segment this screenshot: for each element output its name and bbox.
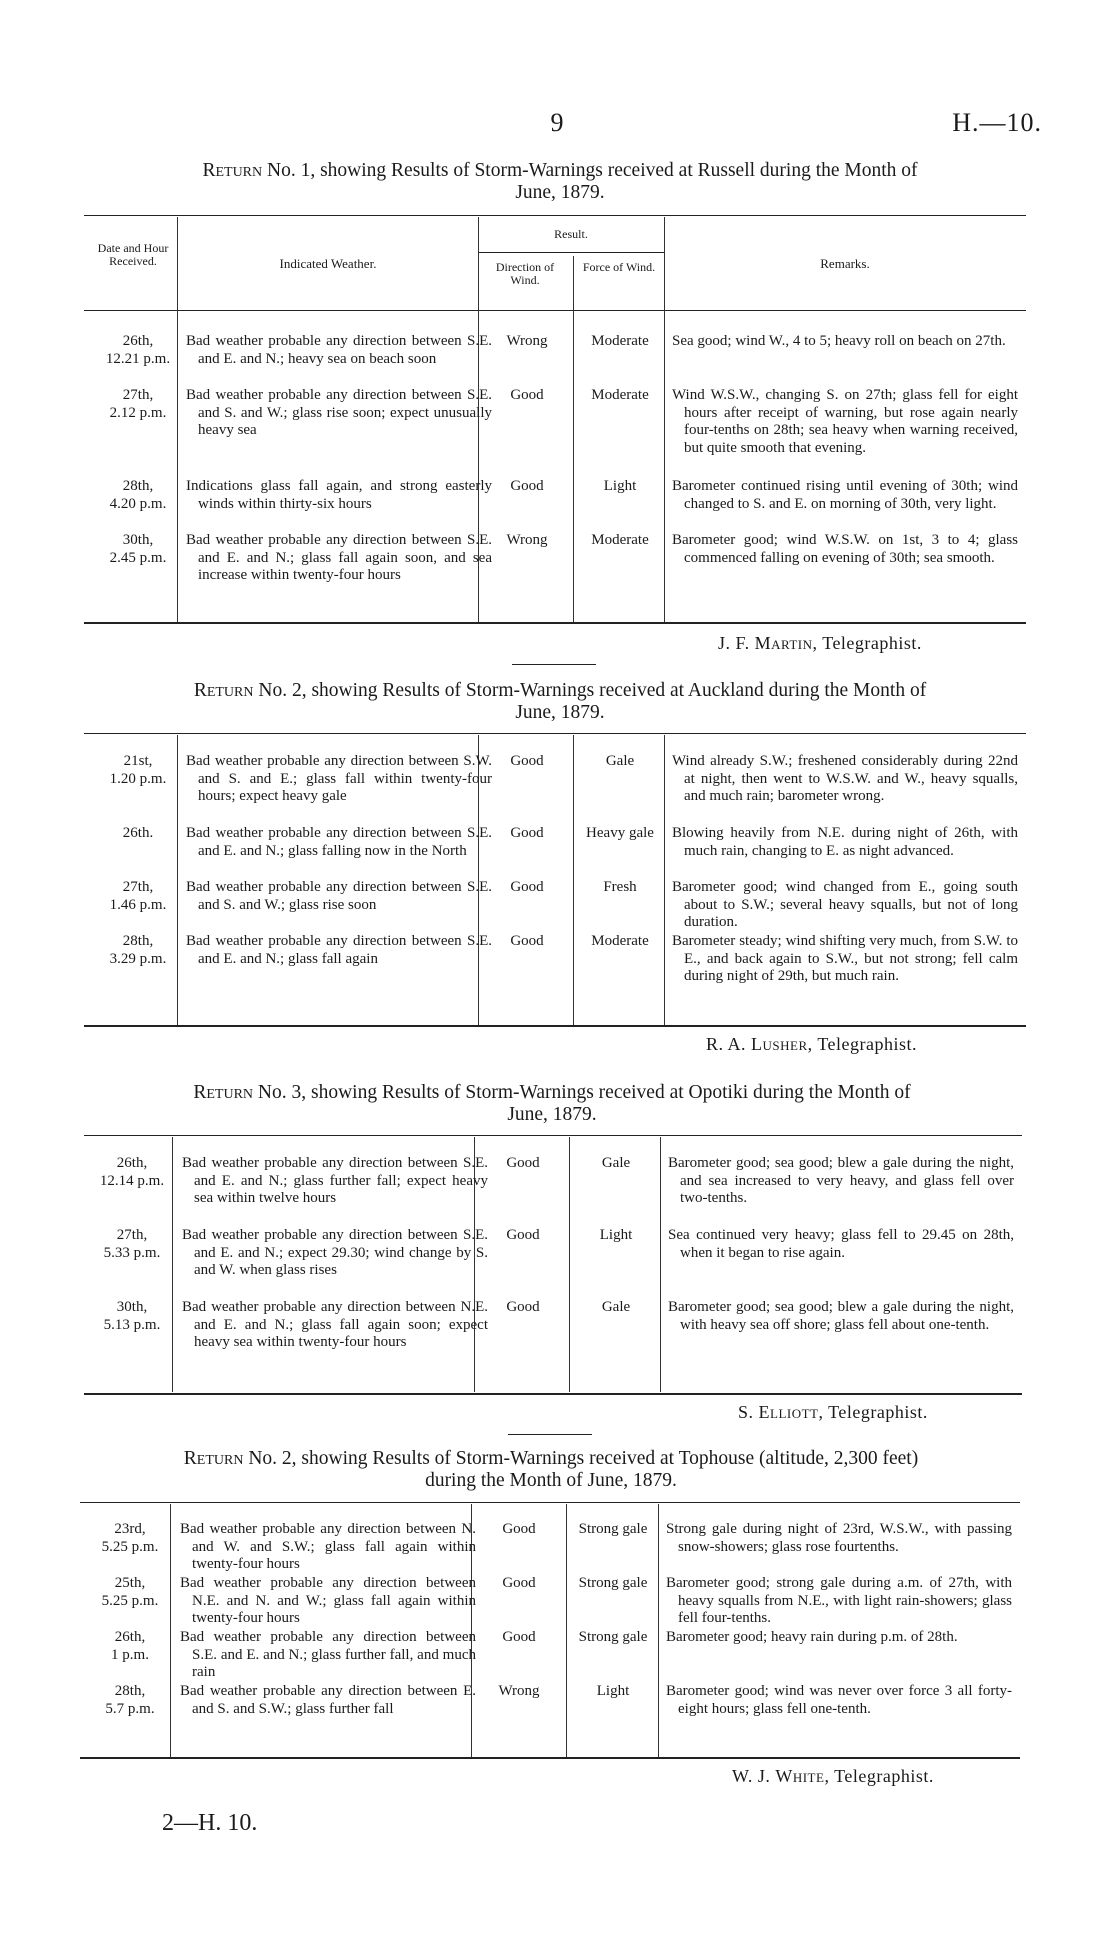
return-2-top-rule <box>84 733 1026 734</box>
header-remarks: Remarks. <box>820 256 870 271</box>
section-divider <box>508 1434 592 1435</box>
return-4-row-2-indicated: Bad weather probable any direction between N.E. and N. and W.; glass fall again within twenty-four hours <box>180 1575 476 1626</box>
return-1-col-rule <box>664 217 665 622</box>
header-indicated-weather: Indicated Weather. <box>279 256 377 271</box>
footer-code: 2—H. 10. <box>162 1810 258 1836</box>
return-3-col-rule <box>569 1137 570 1392</box>
return-1-row-2-indicated: Bad weather probable any direction between S.E. and S. and W.; glass rise soon; expect unusually heavy sea <box>186 387 492 438</box>
return-1-row-3-force: Light <box>603 478 637 494</box>
return-1-row-4-force: Moderate <box>591 532 649 548</box>
return-2-row-3-direction: Good <box>510 879 544 895</box>
header-direction: Direction of Wind. <box>495 260 555 287</box>
return-1-row-3-date: 28th, 4.20 p.m. <box>109 478 167 512</box>
return-1-title-lead: Return <box>202 160 263 181</box>
return-2-row-2-date: 26th. <box>122 825 154 841</box>
return-4-row-1-indicated: Bad weather probable any direction between N. and W. and S.W.; glass fall again within twenty-four hours <box>180 1521 476 1572</box>
return-1-row-2-date: 27th, 2.12 p.m. <box>109 387 167 421</box>
return-1-row-4-indicated: Bad weather probable any direction between S.E. and E. and N.; glass fall again soon, and sea increase within twenty-four hours <box>186 532 492 583</box>
return-2-row-3-indicated: Bad weather probable any direction between S.E. and S. and W.; glass rise soon <box>186 879 492 913</box>
return-3-row-3-date: 30th, 5.13 p.m. <box>103 1299 161 1333</box>
return-1-row-3-direction: Good <box>510 478 544 494</box>
return-2-row-2-indicated: Bad weather probable any direction between S.E. and E. and N.; glass falling now in the North <box>186 825 492 859</box>
return-3-row-1-direction: Good <box>506 1155 540 1171</box>
return-2-row-1-force: Gale <box>605 753 635 769</box>
return-3-row-2-remarks: Sea continued very heavy; glass fell to 29.45 on 28th, when it began to rise again. <box>668 1227 1014 1261</box>
return-3-top-rule <box>84 1135 1022 1136</box>
return-1-row-2-force: Moderate <box>591 387 649 403</box>
return-4-row-2-force: Strong gale <box>578 1575 648 1591</box>
return-3-row-2-force: Light <box>599 1227 633 1243</box>
return-4-row-1-force: Strong gale <box>578 1521 648 1537</box>
return-4-row-1-remarks: Strong gale during night of 23rd, W.S.W., with passing snow-showers; glass rose fourtenths. <box>666 1521 1012 1555</box>
return-3-row-3-remarks: Barometer good; sea good; blew a gale during the night, with heavy sea off shore; glass fell about one-tenth. <box>668 1299 1014 1333</box>
return-3-row-1-indicated: Bad weather probable any direction between S.E. and E. and N.; glass further fall; expect heavy sea within twelve hours <box>182 1155 488 1206</box>
return-2-row-3-date: 27th, 1.46 p.m. <box>109 879 167 913</box>
return-4-top-rule <box>80 1502 1020 1503</box>
return-2-row-2-remarks: Blowing heavily from N.E. during night of 26th, with much rain, changing to E. as night advanced. <box>672 825 1018 859</box>
return-2-row-1-indicated: Bad weather probable any direction between S.W. and S. and E.; glass fall within twenty-four hours; expect heavy gale <box>186 753 492 804</box>
return-3-title: Return No. 3, showing Results of Storm-Warnings received at Opotiki during the Month of June, 1879. <box>193 1082 911 1125</box>
return-1-col-rule <box>573 256 574 622</box>
return-1-row-3-indicated: Indications glass fall again, and strong easterly winds within thirty-six hours <box>186 478 492 512</box>
header-date: Date and Hour Received. <box>97 241 169 268</box>
return-3-signature: S. Elliott, Telegraphist. <box>738 1402 928 1422</box>
return-1-title-line2: June, 1879. <box>515 182 605 203</box>
return-2-row-2-force: Heavy gale <box>586 825 654 841</box>
return-2-row-1-date: 21st, 1.20 p.m. <box>109 753 167 787</box>
return-3-row-2-indicated: Bad weather probable any direction between S.E. and E. and N.; expect 29.30; wind change by S. and W. when glass rises <box>182 1227 488 1278</box>
return-1-signature: J. F. Martin, Telegraphist. <box>718 633 922 653</box>
return-1-row-4-date: 30th, 2.45 p.m. <box>109 532 167 566</box>
return-2-row-4-direction: Good <box>510 933 544 949</box>
section-divider <box>512 664 596 665</box>
return-3-row-3-force: Gale <box>601 1299 631 1315</box>
return-4-row-3-date: 26th, 1 p.m. <box>111 1629 149 1663</box>
return-1-top-rule <box>84 215 1026 216</box>
return-3-row-1-force: Gale <box>601 1155 631 1171</box>
return-1-row-2-remarks: Wind W.S.W., changing S. on 27th; glass fell for eight hours after receipt of warning, but rose again nearly four-tenths on 28th; sea heavy when warning received, but quite smooth that evening. <box>672 387 1018 456</box>
return-1-row-1-indicated: Bad weather probable any direction between S.E. and E. and N.; heavy sea on beach soon <box>186 333 492 367</box>
return-3-row-1-date: 26th, 12.14 p.m. <box>99 1155 165 1189</box>
return-4-bottom-rule <box>80 1757 1020 1759</box>
page-number: 9 <box>550 108 564 137</box>
page-code: H.—10. <box>952 108 1042 137</box>
return-2-row-4-force: Moderate <box>591 933 649 949</box>
return-4-row-4-force: Light <box>596 1683 630 1699</box>
return-4-title: Return No. 2, showing Results of Storm-Warnings received at Tophouse (altitude, 2,300 feet) during the Month of June, 1879. <box>183 1448 919 1491</box>
return-1-bottom-rule <box>84 622 1026 624</box>
return-4-row-1-date: 23rd, 5.25 p.m. <box>101 1521 159 1555</box>
return-4-signature: W. J. White, Telegraphist. <box>732 1766 934 1786</box>
return-3-row-3-indicated: Bad weather probable any direction between N.E. and E. and N.; glass fall again soon; expect heavy sea within twenty-four hours <box>182 1299 488 1350</box>
return-4-row-4-date: 28th, 5.7 p.m. <box>105 1683 155 1717</box>
return-4-row-3-force: Strong gale <box>578 1629 648 1645</box>
return-2-bottom-rule <box>84 1025 1026 1027</box>
header-result-rule <box>478 252 664 253</box>
return-1-row-4-direction: Wrong <box>506 532 548 548</box>
return-2-row-3-force: Fresh <box>603 879 637 895</box>
return-2-row-4-date: 28th, 3.29 p.m. <box>109 933 167 967</box>
return-4-row-4-remarks: Barometer good; wind was never over force 3 all forty-eight hours; glass fell one-tenth. <box>666 1683 1012 1717</box>
return-2-row-4-remarks: Barometer steady; wind shifting very much, from S.W. to E., and back again to S.W., but not strong; fell calm during night of 29th, but much rain. <box>672 933 1018 984</box>
return-4-row-3-remarks: Barometer good; heavy rain during p.m. of 28th. <box>666 1629 958 1645</box>
return-3-row-2-direction: Good <box>506 1227 540 1243</box>
return-1-row-3-remarks: Barometer continued rising until evening of 30th; wind changed to S. and E. on morning of 30th, very light. <box>672 478 1018 512</box>
return-4-row-4-direction: Wrong <box>498 1683 540 1699</box>
return-2-row-2-direction: Good <box>510 825 544 841</box>
return-1-row-1-direction: Wrong <box>506 333 548 349</box>
return-1-row-2-direction: Good <box>510 387 544 403</box>
return-3-row-2-date: 27th, 5.33 p.m. <box>103 1227 161 1261</box>
return-2-row-3-remarks: Barometer good; wind changed from E., going south about to S.W.; several heavy squalls, but not of long duration. <box>672 879 1018 930</box>
return-1-title <box>90 160 1030 204</box>
return-3-col-rule <box>660 1137 661 1392</box>
return-2-row-1-direction: Good <box>510 753 544 769</box>
return-2-row-4-indicated: Bad weather probable any direction between S.E. and E. and N.; glass fall again <box>186 933 492 967</box>
return-1-row-4-remarks: Barometer good; wind W.S.W. on 1st, 3 to 4; glass commenced falling on evening of 30th; sea smooth. <box>672 532 1018 566</box>
return-1-row-1-date: 26th, 12.21 p.m. <box>105 333 171 367</box>
return-4-row-3-indicated: Bad weather probable any direction between S.E. and E. and N.; glass further fall, and much rain <box>180 1629 476 1680</box>
return-1-row-1-remarks: Sea good; wind W., 4 to 5; heavy roll on beach on 27th. <box>672 333 1006 349</box>
return-4-row-4-indicated: Bad weather probable any direction between E. and S. and S.W.; glass further fall <box>180 1683 476 1717</box>
return-4-row-2-remarks: Barometer good; strong gale during a.m. of 27th, with heavy squalls from N.E., with light rain-showers; glass fell four-tenths. <box>666 1575 1012 1626</box>
return-3-row-1-remarks: Barometer good; sea good; blew a gale during the night, and sea increased to very heavy, and glass fell over two-tenths. <box>668 1155 1014 1206</box>
header-result: Result. <box>554 227 588 241</box>
return-2-title: Return No. 2, showing Results of Storm-Warnings received at Auckland during the Month of June, 1879. <box>193 680 927 723</box>
return-1-title-line1: No. 1, showing Results of Storm-Warnings received at Russell during the Month of <box>262 160 918 181</box>
return-4-row-2-direction: Good <box>502 1575 536 1591</box>
return-3-row-3-direction: Good <box>506 1299 540 1315</box>
return-4-row-1-direction: Good <box>502 1521 536 1537</box>
return-1-header-rule <box>84 310 1026 311</box>
return-2-row-1-remarks: Wind already S.W.; freshened considerably during 22nd at night, then went to W.S.W. and W., heavy squalls, and much rain; barometer wrong. <box>672 753 1018 804</box>
return-3-bottom-rule <box>84 1393 1022 1395</box>
return-2-signature: R. A. Lusher, Telegraphist. <box>706 1034 918 1054</box>
return-1-row-1-force: Moderate <box>591 333 649 349</box>
return-4-row-2-date: 25th, 5.25 p.m. <box>101 1575 159 1609</box>
return-4-row-3-direction: Good <box>502 1629 536 1645</box>
header-force: Force of Wind. <box>582 260 656 274</box>
